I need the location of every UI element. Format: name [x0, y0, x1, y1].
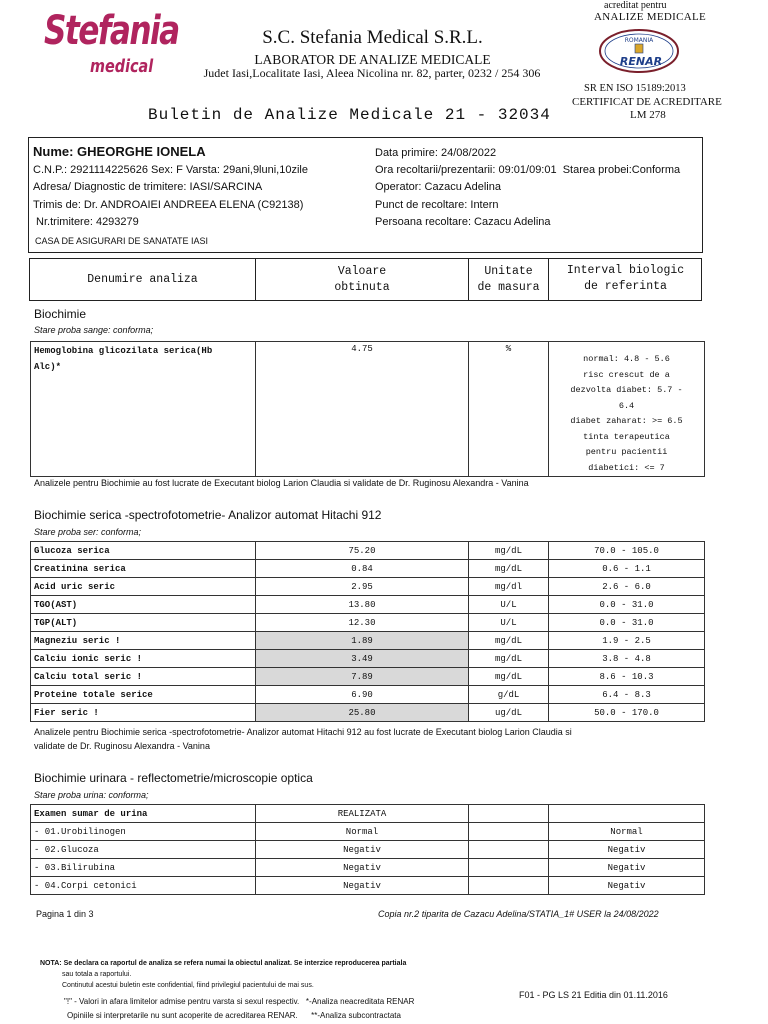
hba1c-reference-line: risc crescut de a	[583, 369, 670, 380]
test-name: Calciu total seric !	[31, 668, 256, 686]
test-name: Acid uric seric	[31, 578, 256, 596]
test-reference: 1.9 - 2.5	[549, 632, 705, 650]
renar-logo-bottom: RENAR	[619, 55, 663, 68]
section-title-urinara: Biochimie urinara - reflectometrie/microscopie optica	[34, 771, 313, 785]
hba1c-reference-lines	[552, 352, 701, 476]
legend-line1: "!" - Valori in afara limitelor admise pentru varsta si sexul respectiv. *-Analiza neacreditata RENAR	[64, 997, 415, 1006]
test-name: Proteine totale serice	[31, 686, 256, 704]
sample-state-blood: Stare proba sange: conforma;	[34, 325, 154, 335]
test-reference: 2.6 - 6.0	[549, 578, 705, 596]
test-unit: ug/dL	[469, 704, 549, 722]
header-unit-line1: Unitate	[484, 265, 533, 278]
test-name: TGO(AST)	[31, 596, 256, 614]
hba1c-name-line2: Alc)*	[34, 362, 62, 372]
urine-test-name: - 03.Bilirubina	[31, 859, 256, 877]
header-test-name: Denumire analiza	[87, 273, 198, 286]
test-value: 7.89	[256, 668, 469, 686]
test-reference: 70.0 - 105.0	[549, 542, 705, 560]
urine-test-value: Negativ	[256, 877, 469, 895]
test-value: 13.80	[256, 596, 469, 614]
test-reference: 50.0 - 170.0	[549, 704, 705, 722]
accreditation-certificate: CERTIFICAT DE ACREDITARE	[572, 96, 722, 108]
serica-note	[34, 725, 572, 753]
lab-address: Judet Iasi,Localitate Iasi, Aleea Nicolina nr. 82, parter, 0232 / 254 306	[203, 66, 541, 80]
header-unit	[469, 264, 548, 296]
test-value: 12.30	[256, 614, 469, 632]
section-title-biochimie: Biochimie	[34, 307, 87, 321]
serica-results-table	[30, 541, 705, 722]
test-unit: g/dL	[469, 686, 549, 704]
renar-logo-icon	[598, 28, 680, 74]
test-unit: mg/dl	[469, 578, 549, 596]
urine-test-value: Negativ	[256, 841, 469, 859]
urine-test-reference: Negativ	[549, 877, 705, 895]
urine-test-reference: Negativ	[549, 841, 705, 859]
urine-test-unit	[469, 877, 549, 895]
test-value: 2.95	[256, 578, 469, 596]
test-value: 1.89	[256, 632, 469, 650]
legal-note-line1: NOTA: Se declara ca raportul de analiza se refera numai la obiectul analizat. Se interzice reproducerea partiala	[40, 960, 407, 967]
table-row	[31, 877, 705, 895]
table-row	[31, 632, 705, 650]
test-unit: U/L	[469, 614, 549, 632]
accreditation-line1: acreditat pentru	[604, 0, 667, 11]
test-unit: mg/dL	[469, 560, 549, 578]
table-row	[31, 704, 705, 722]
hba1c-unit: %	[469, 342, 549, 477]
sample-state-urine: Stare proba urina: conforma;	[34, 790, 149, 800]
table-row	[31, 542, 705, 560]
header-unit-line2: de masura	[477, 281, 540, 294]
header-value-line2: obtinuta	[334, 281, 390, 294]
test-unit: mg/dL	[469, 542, 549, 560]
test-reference: 0.6 - 1.1	[549, 560, 705, 578]
hba1c-reference-line: diabet zaharat: >= 6.5	[570, 416, 683, 426]
form-code: F01 - PG LS 21 Editia din 01.11.2016	[519, 990, 668, 1000]
hba1c-reference-line: tinta terapeutica	[583, 431, 670, 442]
table-row	[31, 823, 705, 841]
sample-state-serum: Stare proba ser: conforma;	[34, 527, 142, 537]
urine-test-name: - 01.Urobilinogen	[31, 823, 256, 841]
patient-referral: Nr.trimitere: 4293279	[33, 216, 139, 228]
company-logo: Stefania	[44, 8, 179, 54]
header-reference-line2: de referinta	[584, 280, 667, 293]
accreditation-line2: ANALIZE MEDICALE	[594, 11, 707, 23]
table-row	[31, 342, 705, 477]
test-unit: U/L	[469, 596, 549, 614]
hba1c-name	[31, 342, 256, 477]
urine-test-name: - 04.Corpi cetonici	[31, 877, 256, 895]
hba1c-value: 4.75	[256, 342, 469, 477]
test-name: Creatinina serica	[31, 560, 256, 578]
copy-info: Copia nr.2 tiparita de Cazacu Adelina/STATIA_1# USER la 24/08/2022	[378, 909, 659, 919]
header-value	[256, 264, 468, 296]
hba1c-reference-line: normal: 4.8 - 5.6	[583, 354, 670, 364]
urine-header-ref	[549, 805, 705, 823]
patient-address: Adresa/ Diagnostic de trimitere: IASI/SARCINA	[33, 181, 263, 193]
serica-note-line2: validate de Dr. Ruginosu Alexandra - Vanina	[34, 741, 210, 751]
test-name: Calciu ionic seric !	[31, 650, 256, 668]
table-row	[31, 578, 705, 596]
hba1c-reference-line: diabetici: <= 7	[588, 462, 665, 473]
legal-note	[40, 958, 460, 991]
test-name: Magneziu seric !	[31, 632, 256, 650]
test-value: 25.80	[256, 704, 469, 722]
legal-note-line3: Continutul acestui buletin este confidential, fiind privilegiul pacientului de mai sus.	[62, 982, 314, 989]
accreditation-lm: LM 278	[630, 109, 666, 121]
hba1c-reference-line: 6.4	[618, 400, 635, 411]
urine-header-unit	[469, 805, 549, 823]
test-unit: mg/dL	[469, 632, 549, 650]
table-row	[31, 650, 705, 668]
urine-test-reference: Normal	[549, 823, 705, 841]
legal-note-line2: sau totala a raportului.	[62, 971, 132, 978]
renar-logo-top: ROMANIA	[624, 37, 654, 44]
test-name: Glucoza serica	[31, 542, 256, 560]
patient-cnp: C.N.P.: 2921114225626 Sex: F Varsta: 29ani,9luni,10zile	[33, 164, 308, 176]
bulletin-title: Buletin de Analize Medicale 21 - 32034	[148, 106, 551, 124]
table-row	[31, 668, 705, 686]
section-title-serica: Biochimie serica -spectrofotometrie- Analizor automat Hitachi 912	[34, 508, 382, 522]
test-value: 0.84	[256, 560, 469, 578]
urine-test-value: Normal	[256, 823, 469, 841]
hba1c-table	[30, 341, 705, 477]
test-unit: mg/dL	[469, 668, 549, 686]
company-logo-subtitle: medical	[90, 56, 154, 77]
header-value-line1: Valoare	[337, 265, 387, 278]
company-name: S.C. Stefania Medical S.R.L.	[262, 27, 483, 48]
biochimie-note: Analizele pentru Biochimie au fost lucrate de Executant biolog Larion Claudia si validate de Dr. Ruginosu Alexandra - Vanina	[34, 478, 529, 488]
urine-test-unit	[469, 841, 549, 859]
operator: Operator: Cazacu Adelina	[375, 181, 501, 193]
patient-name: Nume: GHEORGHE IONELA	[33, 144, 206, 159]
test-value: 3.49	[256, 650, 469, 668]
test-reference: 0.0 - 31.0	[549, 596, 705, 614]
test-unit: mg/dL	[469, 650, 549, 668]
header-reference	[549, 263, 702, 295]
hba1c-name-line1: Hemoglobina glicozilata serica(Hb	[34, 346, 213, 356]
hba1c-reference-line: dezvolta diabet: 5.7 -	[570, 385, 683, 395]
table-row	[31, 686, 705, 704]
patient-insurance: CASA DE ASIGURARI DE SANATATE IASI	[35, 236, 209, 246]
collection-point: Punct de recoltare: Intern	[375, 199, 499, 211]
urine-test-reference: Negativ	[549, 859, 705, 877]
table-row	[31, 805, 705, 823]
table-row	[31, 596, 705, 614]
test-reference: 6.4 - 8.3	[549, 686, 705, 704]
hba1c-reference	[549, 342, 705, 477]
urine-results-table	[30, 804, 705, 895]
test-reference: 8.6 - 10.3	[549, 668, 705, 686]
table-row	[31, 560, 705, 578]
date-received: Data primire: 24/08/2022	[375, 147, 497, 159]
urine-test-name: - 02.Glucoza	[31, 841, 256, 859]
table-row	[31, 841, 705, 859]
urine-test-unit	[469, 823, 549, 841]
urine-header-name: Examen sumar de urina	[31, 805, 256, 823]
urine-test-value: Negativ	[256, 859, 469, 877]
page-number: Pagina 1 din 3	[36, 909, 94, 919]
serica-note-line1: Analizele pentru Biochimie serica -spectrofotometrie- Analizor automat Hitachi 912 au fost lucrate de Executant biolog Larion Claudia si	[34, 727, 572, 737]
header-reference-line1: Interval biologic	[566, 264, 685, 277]
urine-header-value: REALIZATA	[256, 805, 469, 823]
lab-name: LABORATOR DE ANALIZE MEDICALE	[254, 52, 491, 67]
test-value: 6.90	[256, 686, 469, 704]
test-name: Fier seric !	[31, 704, 256, 722]
legend-line2: Opiniile si interpretarile nu sunt acoperite de acreditarea RENAR. **-Analiza subcontractata	[67, 1011, 401, 1020]
collector: Persoana recoltare: Cazacu Adelina	[375, 216, 551, 228]
iso-standard: SR EN ISO 15189:2013	[584, 83, 686, 94]
test-name: TGP(ALT)	[31, 614, 256, 632]
table-row	[31, 859, 705, 877]
patient-sent-by: Trimis de: Dr. ANDROAIEI ANDREEA ELENA (C92138)	[33, 199, 304, 211]
collection-time: Ora recoltarii/prezentarii: 09:01/09:01 Starea probei:Conforma	[375, 164, 681, 176]
test-value: 75.20	[256, 542, 469, 560]
test-reference: 3.8 - 4.8	[549, 650, 705, 668]
table-row	[31, 614, 705, 632]
urine-test-unit	[469, 859, 549, 877]
hba1c-reference-line: pentru pacientii	[585, 447, 668, 457]
test-reference: 0.0 - 31.0	[549, 614, 705, 632]
